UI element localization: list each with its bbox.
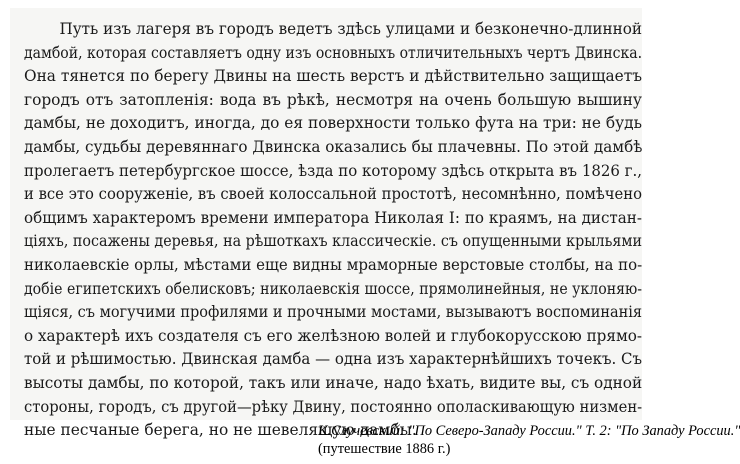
text-line: стороны, городъ, съ другой—рѣку Двину, постоянно ополаскивающую низмен- [24, 397, 643, 416]
text-line: и все это сооруженіе, въ своей колоссальной простотѣ, несомнѣнно, помѣчено [24, 185, 642, 204]
scanned-paragraph [24, 18, 642, 443]
text-line: дамбы, судьбы деревяннаго Двинска оказались бы плачевны. По этой дамбѣ [24, 137, 643, 156]
text-line: Путь изъ лагеря въ городъ ведетъ здѣсь улицами и безконечно-длинной [59, 20, 642, 38]
text-line: той и рѣшимостью. Двинская дамба — одна изъ характернѣйшихъ точекъ. Съ [24, 350, 643, 369]
text-line: щіяся, съ могучими профилями и прочными мостами, вызываютъ воспоминанія [24, 303, 643, 322]
citation [318, 422, 740, 458]
text-line: высоты дамбы, по которой, такъ или иначе, надо ѣхать, видите вы, съ одной [24, 373, 643, 392]
text-line: добіе египетскихъ обелисковъ; николаевскія шоссе, прямолинейныя, не уклоняю- [24, 279, 643, 298]
citation-author-work: К.Случевский: "По Северо-Западу России." Т. 2: "По Западу России." [318, 423, 740, 439]
text-line: ціяхъ, посажены деревья, на рѣшоткахъ классическіе. съ опущенными крыльями [24, 232, 642, 251]
text-line: пролегаетъ петербургское шоссе, ѣзда по которому здѣсь открыта въ 1826 г., [24, 161, 643, 180]
citation-trip-year: (путешествие 1886 г.) [318, 441, 451, 457]
text-line: дамбой, которая составляетъ одну изъ основныхъ отличительныхъ чертъ Двинска. [24, 43, 643, 62]
text-line: дамбы, не доходитъ, иногда, до ея поверхности только фута на три: не будь [24, 114, 643, 133]
text-line: ные песчаные берега, но не шевелящую дамбы. [24, 421, 417, 440]
text-line: общимъ характеромъ времени императора Николая I: по краямъ, на дистан- [24, 208, 642, 227]
text-line: о характерѣ ихъ создателя съ его желѣзною волей и глубокорусскою прямо- [24, 326, 643, 345]
text-line: городъ отъ затопленія: вода въ рѣкѣ, несмотря на очень большую вышину [24, 90, 642, 109]
text-line: николаевскіе орлы, мѣстами еще видны мраморные верстовые столбы, на по- [24, 255, 643, 274]
text-line: Она тянется по берегу Двины на шесть верстъ и дѣйствительно защищаетъ [24, 67, 643, 86]
